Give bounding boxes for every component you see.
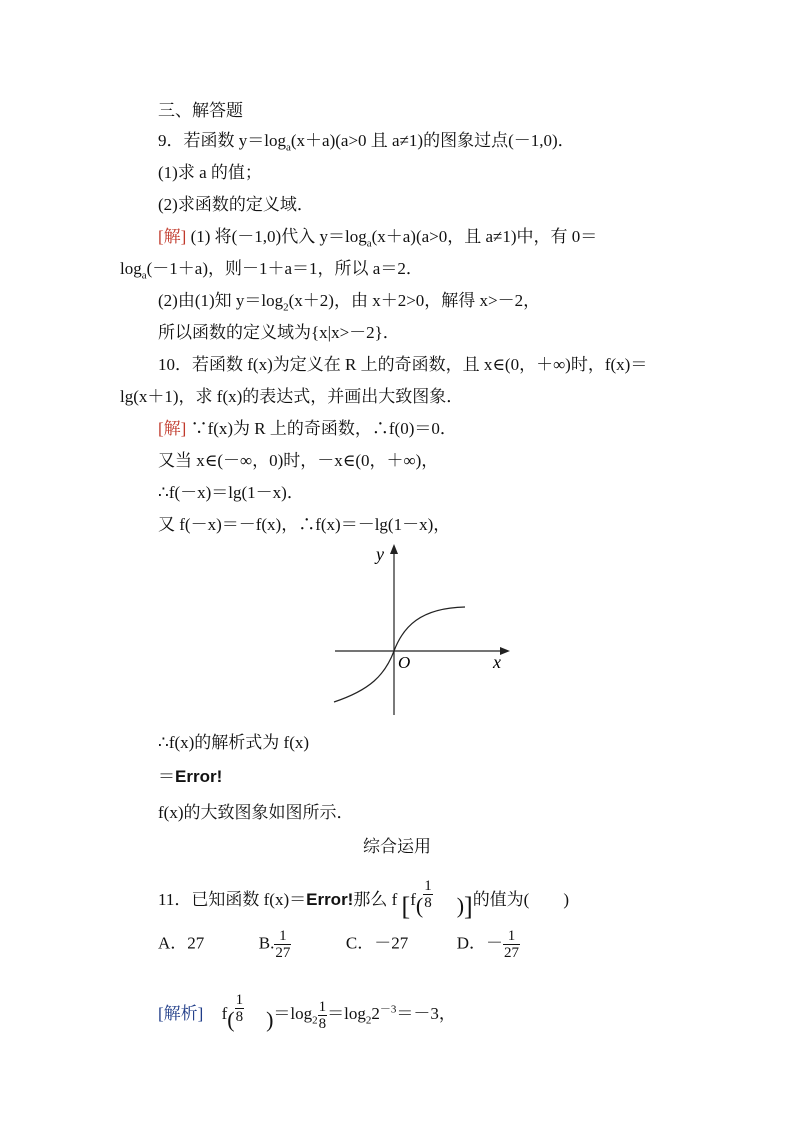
q11-option-d-frac [503,928,520,961]
q11-option-a: A．27 [158,933,205,953]
q11-frac-den: 8 [424,895,432,911]
q10-solution-1 [158,418,457,440]
q9-sol1c-sub: a [141,269,147,282]
q11-stem-c: 的值为( ) [472,890,570,909]
q10-sol6-error: Error! [175,767,223,786]
q11-sol-eq2: ＝log [327,1004,366,1023]
q11-paren-open: ( [415,893,424,918]
graph-x-arrow [500,647,510,655]
q11-bracket-close: ] [464,892,473,921]
q11-option-b-num: 1 [274,928,291,945]
q10-solution-tag: [解] [158,419,187,438]
q11-option-c: C．－27 [345,933,409,953]
q9-sol1-b: (x＋a)(a>0，且 a≠1)中，有 0＝ [371,227,598,246]
q11-sol-frac2-den: 8 [318,1015,327,1032]
q11-stem [158,878,570,921]
q9-stem-a: 9．若函数 y＝log [158,131,286,150]
q9-sol2-sub: 2 [283,301,289,314]
q11-option-b-den: 27 [275,945,291,961]
q9-solution-1 [158,226,597,254]
q11-stem-b: 那么 f [353,890,398,909]
q10-stem-2: lg(x＋1)，求 f(x)的表达式，并画出大致图象． [120,387,464,406]
q10-solution-5: ∴f(x)的解析式为 f(x) [158,733,310,752]
q11-sol-eq1: ＝log [273,1004,313,1023]
graph-x-label: x [493,652,501,672]
q11-sol-eq3: ＝－3， [396,1004,456,1023]
subsection-title: 综合运用 [363,837,431,856]
q11-sol-f: f [221,1004,228,1023]
q9-part1: (1)求 a 的值； [158,163,262,182]
q11-solution-tag: [解析] [158,1004,204,1023]
q11-sol-frac-num: 1 [235,992,244,1008]
q9-part2: (2)求函数的定义域． [158,195,314,214]
q10-solution-4: 又 f(－x)＝－f(x)，∴f(x)＝－lg(1－x)， [158,515,451,534]
q10-sol1-text: ∵f(x)为 R 上的奇函数，∴f(0)＝0． [186,419,457,438]
q11-fraction [423,878,433,911]
q11-sol-exp: －3 [379,1003,397,1016]
q11-sol-base: 2 [371,1004,380,1023]
q11-frac-num: 1 [424,878,432,894]
q11-solution [158,992,456,1036]
q11-option-d-label: D．－ [456,933,503,953]
q9-solution-1-cont [120,258,423,286]
q10-solution-7: f(x)的大致图象如图所示． [158,803,354,822]
graph-origin-label: O [398,653,411,672]
q11-stem-a: 11．已知函数 f(x)＝ [158,890,307,909]
q11-option-d-den: 27 [504,945,519,961]
q9-sol1c-b: (－1＋a)，则－1＋a＝1，所以 a＝2． [146,259,423,278]
q11-stem-error: Error! [306,890,354,909]
q10-solution-6 [158,766,222,788]
q11-option-b-label: B. [258,933,275,953]
q9-sol1c-a: log [120,259,142,278]
q11-bracket-open: [ [401,892,411,921]
q11-option-d-num: 1 [503,928,520,945]
graph-y-arrow [390,544,398,554]
q10-solution-3: ∴f(－x)＝lg(1－x)． [158,483,304,502]
q9-solution-2 [158,290,540,318]
q11-sol-sub1: 2 [312,1014,318,1027]
q11-sol-sub2: 2 [365,1014,372,1027]
q9-solution-2-cont: 所以函数的定义域为{x|x>－2}． [158,323,400,342]
q10-function-graph [330,540,520,720]
q9-sol1-sub: a [366,237,372,250]
q11-sol-paren-open: ( [227,1007,235,1032]
q11-paren-close: ) [456,893,465,918]
section-title: 三、解答题 [158,101,243,120]
q11-sol-fraction [235,992,245,1025]
q10-stem-1: 10．若函数 f(x)为定义在 R 上的奇函数，且 x∈(0，＋∞)时，f(x)＝ [158,355,648,374]
q11-option-b-frac [274,928,291,961]
q11-options [158,928,520,970]
q10-solution-2: 又当 x∈(－∞，0)时，－x∈(0，＋∞)， [158,451,439,470]
q11-inner-f: f [410,890,416,909]
q11-sol-frac-den: 8 [235,1009,244,1025]
q11-sol-fraction2 [318,999,328,1032]
q9-stem-sub: a [285,141,291,154]
q11-sol-paren-close: ) [266,1007,274,1032]
q11-sol-frac2-num: 1 [318,998,327,1015]
graph-y-label: y [376,544,384,564]
q10-sol6-eq: ＝ [158,767,175,786]
q9-stem [158,130,575,158]
q9-solution-tag: [解] [158,227,187,246]
q9-sol2-a: (2)由(1)知 y＝log [158,291,284,310]
q9-sol2-b: (x＋2)，由 x＋2>0，解得 x>－2， [288,291,541,310]
q9-stem-b: (x＋a)(a>0 且 a≠1)的图象过点(－1,0)． [290,131,575,150]
q9-sol1-a: (1) 将(－1,0)代入 y＝log [186,227,367,246]
